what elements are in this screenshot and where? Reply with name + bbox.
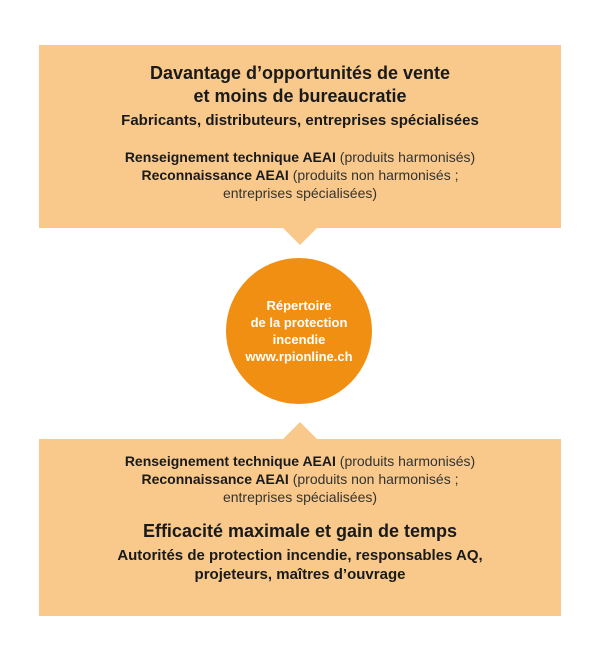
bottom-info-line1-bold: Renseignement technique AEAI: [124, 453, 336, 469]
bottom-audience-line1: Autorités de protection incendie, responsables AQ,: [117, 547, 483, 564]
top-info-line2-normal: (produits non harmonisés ;: [292, 167, 459, 183]
top-heading-line2: et moins de bureaucratie: [193, 86, 407, 106]
bottom-info-line1-normal: (produits harmonisés): [339, 453, 476, 469]
top-panel: [39, 45, 561, 228]
center-line2: de la protection: [250, 315, 348, 330]
up-pointer: [283, 422, 317, 439]
down-pointer: [283, 228, 317, 245]
center-url: www.rpionline.ch: [245, 349, 353, 364]
bottom-audience: [39, 546, 561, 584]
center-line3: incendie: [272, 332, 326, 347]
top-info-line3-normal: entreprises spécialisées): [222, 185, 378, 201]
bottom-heading: Efficacité maximale et gain de temps: [142, 521, 458, 541]
bottom-info-line2-normal: (produits non harmonisés ;: [292, 471, 459, 487]
top-info-line1-normal: (produits harmonisés): [339, 149, 476, 165]
center-circle: [226, 258, 372, 404]
top-info-line2-bold: Reconnaissance AEAI: [141, 167, 289, 183]
bottom-panel: [39, 439, 561, 616]
center-line1: Répertoire: [266, 298, 332, 313]
top-heading: [39, 62, 561, 108]
top-info-block: [39, 148, 561, 202]
bottom-info-block: [39, 452, 561, 506]
top-audience: Fabricants, distributeurs, entreprises spécialisées: [121, 112, 479, 129]
top-heading-line1: Davantage d’opportunités de vente: [149, 63, 451, 83]
bottom-info-line3-normal: entreprises spécialisées): [222, 489, 378, 505]
bottom-info-line2-bold: Reconnaissance AEAI: [141, 471, 289, 487]
top-info-line1-bold: Renseignement technique AEAI: [124, 149, 336, 165]
bottom-audience-line2: projeteurs, maîtres d’ouvrage: [194, 566, 406, 583]
